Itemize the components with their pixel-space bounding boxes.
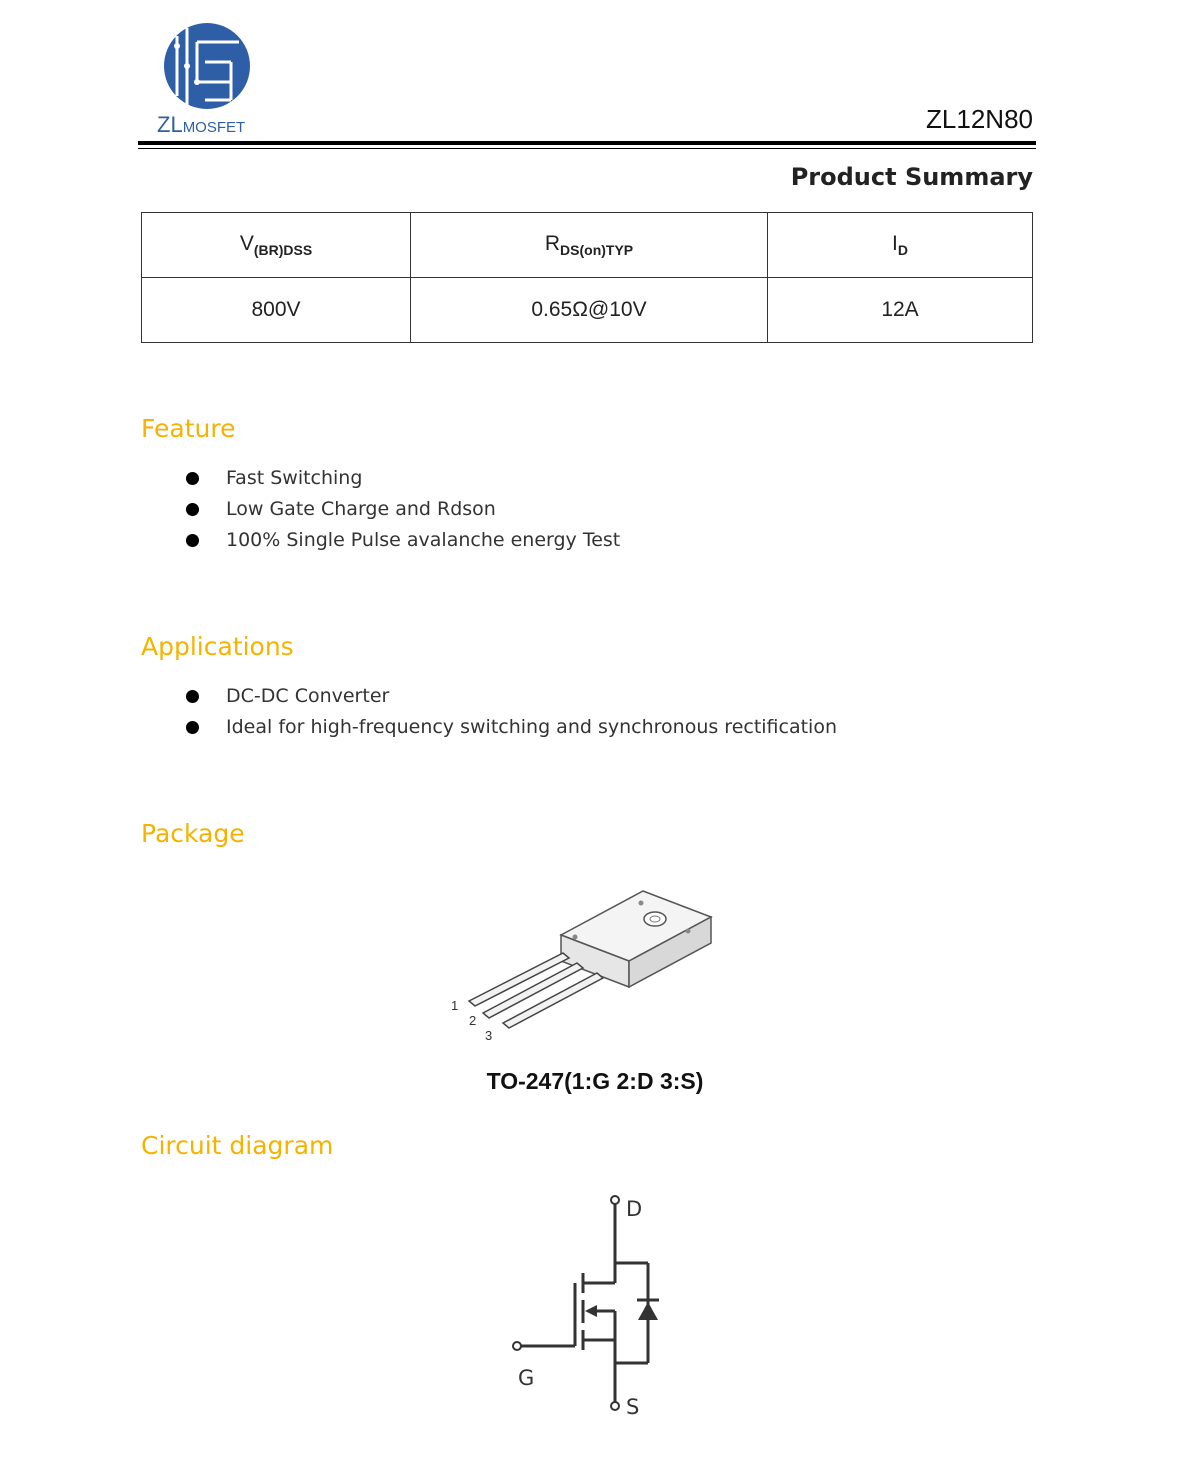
pin-1-label: 1 xyxy=(451,998,459,1013)
value-vbrdss: 800V xyxy=(142,278,411,343)
part-number: ZL12N80 xyxy=(926,104,1033,134)
header-rule-thick xyxy=(138,141,1036,145)
feature-heading: Feature xyxy=(141,414,236,443)
list-item: DC-DC Converter xyxy=(186,681,837,712)
bullet-icon xyxy=(186,721,199,734)
circuit-diagram-heading: Circuit diagram xyxy=(141,1131,334,1160)
gate-label: G xyxy=(518,1366,535,1390)
value-rdson: 0.65Ω@10V xyxy=(411,278,768,343)
package-heading: Package xyxy=(141,819,245,848)
bullet-icon xyxy=(186,472,199,485)
table-value-row xyxy=(142,278,1033,343)
value-id: 12A xyxy=(768,278,1033,343)
header-rule-thin xyxy=(138,148,1036,149)
applications-list xyxy=(186,681,837,743)
list-item: Ideal for high-frequency switching and synchronous rectification xyxy=(186,712,837,743)
header-id: $I_D$ xyxy=(768,213,1033,278)
bullet-icon xyxy=(186,503,199,516)
to247-package-image xyxy=(443,883,733,1048)
product-summary-title: Product Summary xyxy=(790,163,1033,191)
bullet-icon xyxy=(186,534,199,547)
package-caption: TO-247(1:G 2:D 3:S) xyxy=(486,1068,704,1094)
logo-wordmark: ZLMOSFET xyxy=(157,112,246,137)
table-header-row xyxy=(142,213,1033,278)
pin-3-label: 3 xyxy=(485,1028,493,1043)
source-label: S xyxy=(626,1395,640,1419)
pin-2-label: 2 xyxy=(469,1013,477,1028)
applications-heading: Applications xyxy=(141,632,294,661)
bullet-icon xyxy=(186,690,199,703)
header-rdson: $R_{DS(on)TYP}$ xyxy=(411,213,768,278)
feature-list xyxy=(186,463,620,556)
mosfet-circuit-diagram xyxy=(505,1188,675,1423)
list-item: Low Gate Charge and Rdson xyxy=(186,494,620,525)
list-item: 100% Single Pulse avalanche energy Test xyxy=(186,525,620,556)
header-vbrdss: $V_{(BR)DSS}$ xyxy=(142,213,411,278)
list-item: Fast Switching xyxy=(186,463,620,494)
drain-label: D xyxy=(626,1197,643,1221)
product-summary-table xyxy=(141,212,1033,343)
